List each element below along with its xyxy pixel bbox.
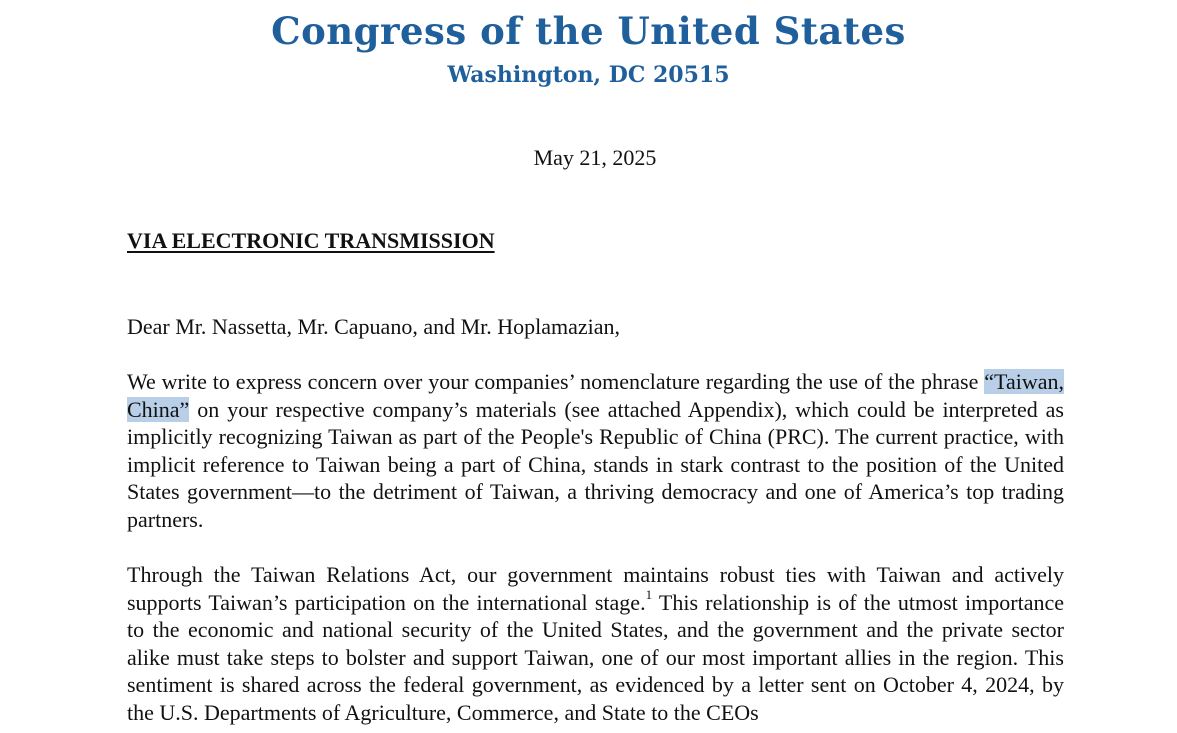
salutation: Dear Mr. Nassetta, Mr. Capuano, and Mr. Hoplamazian,: [127, 314, 621, 339]
paragraph-2-text-end: This relationship is of the utmost importance to the economic and national security of the United States, and the government and the private sector alike must take steps to bolster and support Taiwan, one of our most important allies in the region. This sentiment is shared across the federal government, as evidenced by a letter sent on October 4, 2024, by the U.S. Departments of Agriculture, Commerce, and State to the CEOs: [127, 589, 1064, 725]
letterhead: [0, 6, 1177, 90]
letterhead-address: Washington, DC 20515: [447, 62, 730, 88]
paragraph-2-text-start: Through the Taiwan Relations Act, our government maintains robust ties with Taiwan and actively supports Taiwan’s participation on the international stage.: [127, 562, 1064, 615]
paragraph-1-text-end: on your respective company’s materials (see attached Appendix), which could be interpreted as implicitly recognizing Taiwan as part of the People's Republic of China (PRC). The current practice, with implicit reference to Taiwan being a part of China, stands in stark contrast to the position of the United States government—to the detriment of Taiwan, a thriving democracy and one of America’s top trading partners.: [127, 396, 1064, 532]
letter-date: May 21, 2025: [533, 145, 657, 170]
highlighted-phrase[interactable]: “Taiwan, China”: [127, 369, 1064, 422]
paragraph-1-text-start: We write to express concern over your companies’ nomenclature regarding the use of the phrase: [127, 369, 985, 394]
body-paragraph-1: [127, 368, 1064, 533]
footnote-marker[interactable]: 1: [645, 587, 653, 603]
body-paragraph-2: [127, 561, 1064, 726]
letterhead-title: Congress of the United States: [271, 9, 906, 53]
delivery-method: VIA ELECTRONIC TRANSMISSION: [127, 228, 495, 253]
